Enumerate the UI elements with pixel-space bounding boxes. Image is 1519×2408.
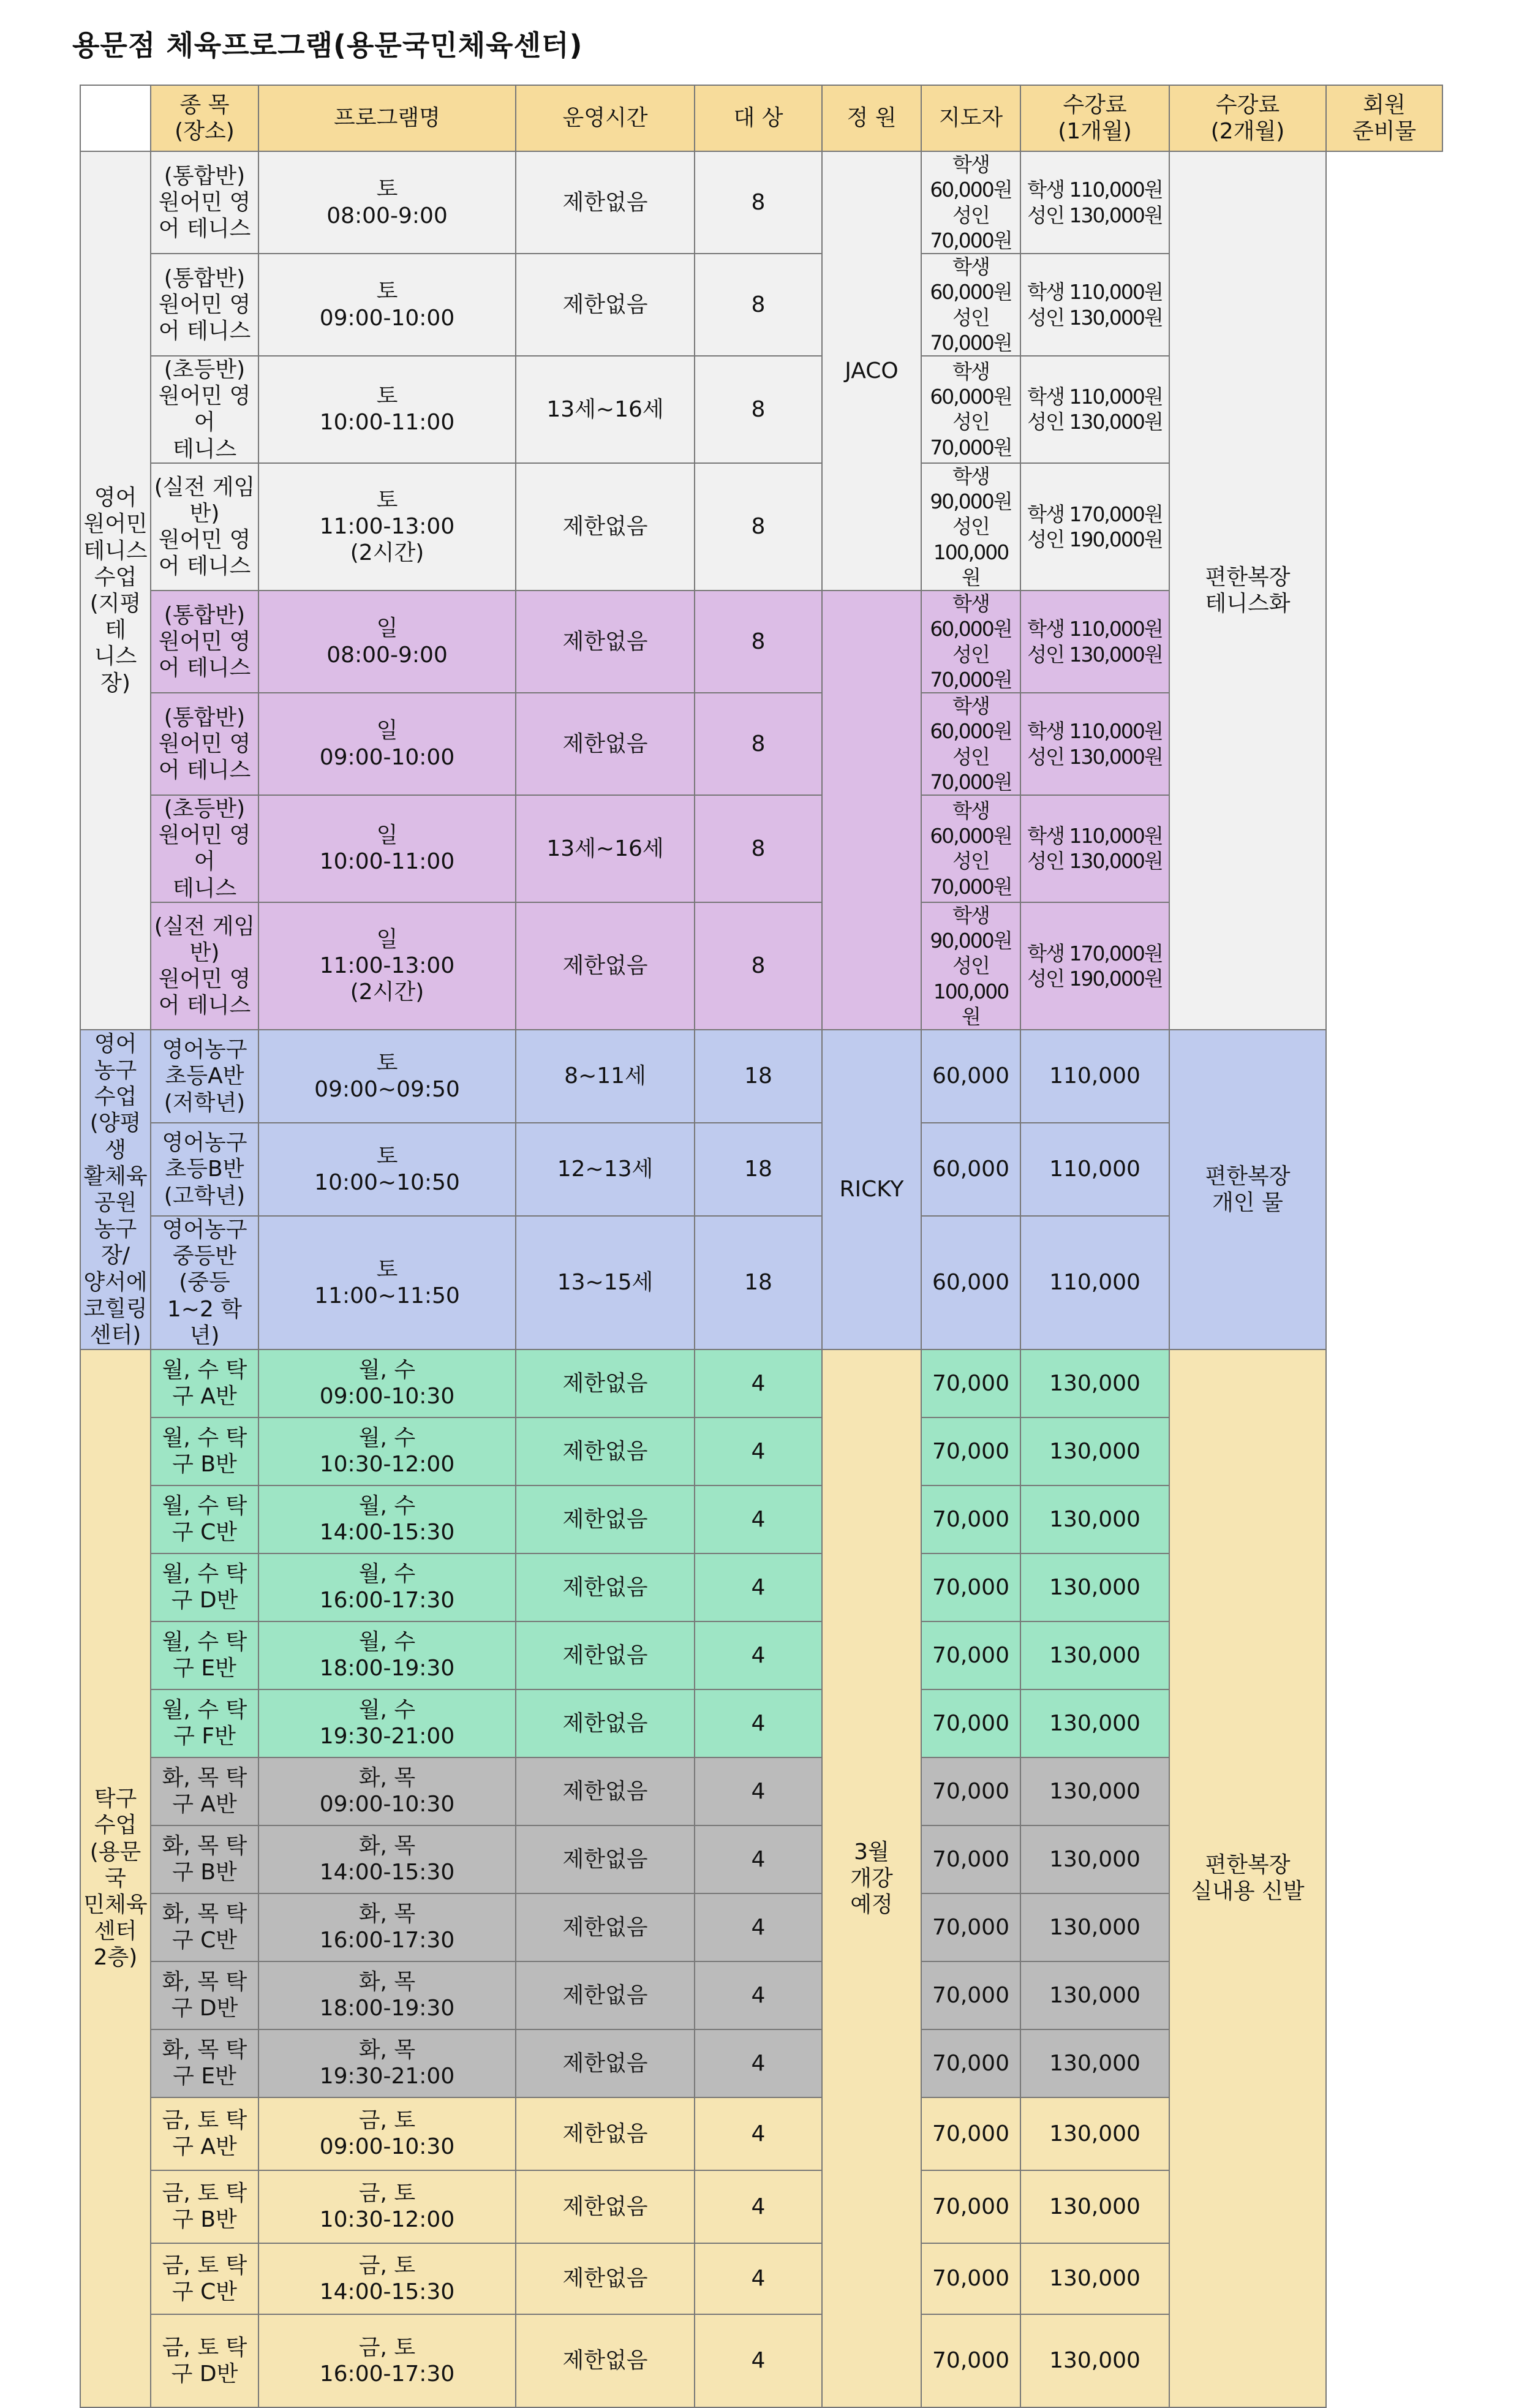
capacity-cell: 18 [695, 1216, 822, 1349]
program-name-cell: (통합반) 원어민 영어 테니스 [151, 591, 258, 693]
time-cell: 토 10:00-11:00 [258, 356, 516, 463]
table-row [80, 1349, 1442, 1417]
fee-1month-cell: 70,000 [921, 1757, 1020, 1825]
target-cell: 제한없음 [516, 693, 695, 795]
capacity-cell: 4 [695, 1417, 822, 1485]
program-name-cell: (초등반) 원어민 영어 테니스 [151, 795, 258, 902]
category-cell: 영어 원어민 테니스 수업 (지평테 니스장) [80, 151, 151, 1030]
program-name-cell: 화, 목 탁구 B반 [151, 1825, 258, 1893]
fee-1month-cell: 70,000 [921, 1893, 1020, 1961]
target-cell: 13~15세 [516, 1216, 695, 1349]
fee-2month-cell: 130,000 [1020, 2170, 1169, 2243]
instructor-cell: RICKY [822, 1030, 921, 1349]
target-cell: 제한없음 [516, 1825, 695, 1893]
time-cell: 일 10:00-11:00 [258, 795, 516, 902]
time-cell: 화, 목 16:00-17:30 [258, 1893, 516, 1961]
capacity-cell: 4 [695, 1757, 822, 1825]
fee-1month-cell: 70,000 [921, 2097, 1020, 2170]
fee-2month-cell: 130,000 [1020, 1417, 1169, 1485]
fee-2month-cell: 학생 110,000원 성인 130,000원 [1020, 254, 1169, 356]
target-cell: 제한없음 [516, 151, 695, 254]
table-row [80, 151, 1442, 254]
program-name-cell: (실전 게임반) 원어민 영어 테니스 [151, 902, 258, 1030]
time-cell: 토 11:00-13:00 (2시간) [258, 463, 516, 591]
table-body [80, 151, 1442, 2407]
target-cell: 제한없음 [516, 1961, 695, 2029]
target-cell: 제한없음 [516, 1417, 695, 1485]
fee-1month-cell: 60,000 [921, 1216, 1020, 1349]
program-name-cell: 금, 토 탁구 A반 [151, 2097, 258, 2170]
header-program: 프로그램명 [258, 85, 516, 151]
fee-2month-cell: 학생 110,000원 성인 130,000원 [1020, 693, 1169, 795]
capacity-cell: 4 [695, 1621, 822, 1689]
fee-1month-cell: 학생 60,000원 성인 70,000원 [921, 356, 1020, 463]
program-name-cell: 월, 수 탁구 B반 [151, 1417, 258, 1485]
time-cell: 일 09:00-10:00 [258, 693, 516, 795]
time-cell: 일 11:00-13:00 (2시간) [258, 902, 516, 1030]
fee-1month-cell: 60,000 [921, 1123, 1020, 1216]
fee-1month-cell: 70,000 [921, 1485, 1020, 1553]
time-cell: 화, 목 14:00-15:30 [258, 1825, 516, 1893]
fee-1month-cell: 60,000 [921, 1030, 1020, 1123]
capacity-cell: 4 [695, 2170, 822, 2243]
target-cell: 제한없음 [516, 1553, 695, 1621]
fee-2month-cell: 학생 170,000원 성인 190,000원 [1020, 463, 1169, 591]
prep-cell: 편한복장 테니스화 [1169, 151, 1326, 1030]
program-name-cell: 금, 토 탁구 C반 [151, 2243, 258, 2314]
time-cell: 월, 수 19:30-21:00 [258, 1689, 516, 1757]
time-cell: 토 10:00~10:50 [258, 1123, 516, 1216]
capacity-cell: 8 [695, 463, 822, 591]
program-name-cell: 영어농구 초등B반 (고학년) [151, 1123, 258, 1216]
fee-1month-cell: 70,000 [921, 1825, 1020, 1893]
fee-2month-cell: 학생 110,000원 성인 130,000원 [1020, 151, 1169, 254]
target-cell: 13세~16세 [516, 795, 695, 902]
fee-2month-cell: 110,000 [1020, 1123, 1169, 1216]
instructor-cell [822, 591, 921, 1030]
fee-1month-cell: 학생 60,000원 성인 70,000원 [921, 693, 1020, 795]
target-cell: 제한없음 [516, 1893, 695, 1961]
capacity-cell: 8 [695, 151, 822, 254]
time-cell: 월, 수 14:00-15:30 [258, 1485, 516, 1553]
capacity-cell: 8 [695, 902, 822, 1030]
target-cell: 제한없음 [516, 2314, 695, 2407]
header-instructor: 지도자 [921, 85, 1020, 151]
time-cell: 토 11:00~11:50 [258, 1216, 516, 1349]
header-fee-1month: 수강료 (1개월) [1020, 85, 1169, 151]
target-cell: 8~11세 [516, 1030, 695, 1123]
header-category: 종 목 (장소) [151, 85, 258, 151]
program-name-cell: 월, 수 탁구 A반 [151, 1349, 258, 1417]
header-row [80, 85, 1442, 151]
fee-2month-cell: 130,000 [1020, 1961, 1169, 2029]
header-time: 운영시간 [516, 85, 695, 151]
target-cell: 제한없음 [516, 254, 695, 356]
program-name-cell: (통합반) 원어민 영어 테니스 [151, 254, 258, 356]
capacity-cell: 18 [695, 1030, 822, 1123]
time-cell: 토 09:00~09:50 [258, 1030, 516, 1123]
target-cell: 13세~16세 [516, 356, 695, 463]
program-name-cell: (실전 게임반) 원어민 영어 테니스 [151, 463, 258, 591]
capacity-cell: 4 [695, 1893, 822, 1961]
time-cell: 월, 수 16:00-17:30 [258, 1553, 516, 1621]
program-name-cell: 화, 목 탁구 E반 [151, 2029, 258, 2097]
target-cell: 제한없음 [516, 2243, 695, 2314]
fee-1month-cell: 70,000 [921, 1961, 1020, 2029]
capacity-cell: 4 [695, 2314, 822, 2407]
fee-2month-cell: 학생 110,000원 성인 130,000원 [1020, 795, 1169, 902]
capacity-cell: 4 [695, 1961, 822, 2029]
fee-1month-cell: 70,000 [921, 1689, 1020, 1757]
target-cell: 제한없음 [516, 2029, 695, 2097]
fee-1month-cell: 70,000 [921, 2170, 1020, 2243]
target-cell: 제한없음 [516, 463, 695, 591]
program-name-cell: 영어농구 중등반 (중등 1~2 학년) [151, 1216, 258, 1349]
left-blank-column [80, 85, 151, 151]
category-cell: 영어 농구 수업 (양평생 활체육 공원 농구장/ 양서에 코힐링 센터) [80, 1030, 151, 1349]
instructor-cell: JACO [822, 151, 921, 591]
fee-2month-cell: 130,000 [1020, 1553, 1169, 1621]
table-row [80, 1030, 1442, 1123]
program-name-cell: 화, 목 탁구 A반 [151, 1757, 258, 1825]
fee-2month-cell: 130,000 [1020, 2029, 1169, 2097]
program-name-cell: 금, 토 탁구 D반 [151, 2314, 258, 2407]
header-prep: 회원 준비물 [1326, 85, 1442, 151]
time-cell: 일 08:00-9:00 [258, 591, 516, 693]
program-name-cell: 화, 목 탁구 D반 [151, 1961, 258, 2029]
time-cell: 토 09:00-10:00 [258, 254, 516, 356]
fee-1month-cell: 70,000 [921, 1417, 1020, 1485]
target-cell: 제한없음 [516, 1689, 695, 1757]
capacity-cell: 4 [695, 2243, 822, 2314]
program-name-cell: 월, 수 탁구 C반 [151, 1485, 258, 1553]
program-name-cell: (통합반) 원어민 영어 테니스 [151, 693, 258, 795]
target-cell: 12~13세 [516, 1123, 695, 1216]
fee-1month-cell: 학생 90,000원 성인 100,000원 [921, 902, 1020, 1030]
program-name-cell: 금, 토 탁구 B반 [151, 2170, 258, 2243]
prep-cell: 편한복장 개인 물 [1169, 1030, 1326, 1349]
capacity-cell: 18 [695, 1123, 822, 1216]
capacity-cell: 4 [695, 1485, 822, 1553]
program-name-cell: 화, 목 탁구 C반 [151, 1893, 258, 1961]
time-cell: 금, 토 14:00-15:30 [258, 2243, 516, 2314]
capacity-cell: 8 [695, 693, 822, 795]
capacity-cell: 4 [695, 1825, 822, 1893]
capacity-cell: 8 [695, 591, 822, 693]
capacity-cell: 4 [695, 1553, 822, 1621]
capacity-cell: 4 [695, 1689, 822, 1757]
fee-2month-cell: 130,000 [1020, 2097, 1169, 2170]
fee-2month-cell: 130,000 [1020, 1349, 1169, 1417]
capacity-cell: 4 [695, 2097, 822, 2170]
header-target: 대 상 [695, 85, 822, 151]
fee-1month-cell: 70,000 [921, 2243, 1020, 2314]
capacity-cell: 8 [695, 254, 822, 356]
fee-2month-cell: 130,000 [1020, 1689, 1169, 1757]
target-cell: 제한없음 [516, 902, 695, 1030]
target-cell: 제한없음 [516, 2097, 695, 2170]
time-cell: 토 08:00-9:00 [258, 151, 516, 254]
target-cell: 제한없음 [516, 1485, 695, 1553]
fee-2month-cell: 130,000 [1020, 1485, 1169, 1553]
prep-cell: 편한복장 실내용 신발 [1169, 1349, 1326, 2407]
fee-1month-cell: 학생 90,000원 성인 100,000원 [921, 463, 1020, 591]
fee-1month-cell: 학생 60,000원 성인 70,000원 [921, 795, 1020, 902]
time-cell: 화, 목 18:00-19:30 [258, 1961, 516, 2029]
time-cell: 월, 수 09:00-10:30 [258, 1349, 516, 1417]
fee-1month-cell: 학생 60,000원 성인 70,000원 [921, 591, 1020, 693]
fee-1month-cell: 70,000 [921, 1553, 1020, 1621]
program-name-cell: 월, 수 탁구 D반 [151, 1553, 258, 1621]
capacity-cell: 8 [695, 356, 822, 463]
fee-1month-cell: 70,000 [921, 2314, 1020, 2407]
time-cell: 금, 토 09:00-10:30 [258, 2097, 516, 2170]
program-name-cell: 월, 수 탁구 F반 [151, 1689, 258, 1757]
program-name-cell: 영어농구 초등A반 (저학년) [151, 1030, 258, 1123]
time-cell: 화, 목 09:00-10:30 [258, 1757, 516, 1825]
capacity-cell: 8 [695, 795, 822, 902]
time-cell: 월, 수 10:30-12:00 [258, 1417, 516, 1485]
fee-2month-cell: 학생 110,000원 성인 130,000원 [1020, 356, 1169, 463]
time-cell: 금, 토 16:00-17:30 [258, 2314, 516, 2407]
target-cell: 제한없음 [516, 1621, 695, 1689]
fee-2month-cell: 130,000 [1020, 1621, 1169, 1689]
fee-1month-cell: 70,000 [921, 1621, 1020, 1689]
program-name-cell: (초등반) 원어민 영어 테니스 [151, 356, 258, 463]
target-cell: 제한없음 [516, 591, 695, 693]
program-name-cell: 월, 수 탁구 E반 [151, 1621, 258, 1689]
fee-2month-cell: 학생 170,000원 성인 190,000원 [1020, 902, 1169, 1030]
category-cell: 탁구 수업 (용문국 민체육 센터 2층) [80, 1349, 151, 2407]
fee-2month-cell: 130,000 [1020, 2243, 1169, 2314]
fee-1month-cell: 학생 60,000원 성인 70,000원 [921, 254, 1020, 356]
fee-1month-cell: 학생 60,000원 성인 70,000원 [921, 151, 1020, 254]
fee-1month-cell: 70,000 [921, 1349, 1020, 1417]
program-name-cell: (통합반) 원어민 영어 테니스 [151, 151, 258, 254]
target-cell: 제한없음 [516, 2170, 695, 2243]
page-title: 용문점 체육프로그램(용문국민체육센터) [72, 29, 583, 62]
fee-2month-cell: 110,000 [1020, 1216, 1169, 1349]
instructor-cell: 3월 개강 예정 [822, 1349, 921, 2407]
fee-2month-cell: 110,000 [1020, 1030, 1169, 1123]
target-cell: 제한없음 [516, 1349, 695, 1417]
fee-2month-cell: 130,000 [1020, 2314, 1169, 2407]
program-table [80, 85, 1443, 2408]
fee-2month-cell: 130,000 [1020, 1893, 1169, 1961]
fee-1month-cell: 70,000 [921, 2029, 1020, 2097]
target-cell: 제한없음 [516, 1757, 695, 1825]
fee-2month-cell: 130,000 [1020, 1825, 1169, 1893]
capacity-cell: 4 [695, 2029, 822, 2097]
header-fee-2month: 수강료 (2개월) [1169, 85, 1326, 151]
capacity-cell: 4 [695, 1349, 822, 1417]
time-cell: 화, 목 19:30-21:00 [258, 2029, 516, 2097]
time-cell: 금, 토 10:30-12:00 [258, 2170, 516, 2243]
fee-2month-cell: 학생 110,000원 성인 130,000원 [1020, 591, 1169, 693]
fee-2month-cell: 130,000 [1020, 1757, 1169, 1825]
header-capacity: 정 원 [822, 85, 921, 151]
time-cell: 월, 수 18:00-19:30 [258, 1621, 516, 1689]
